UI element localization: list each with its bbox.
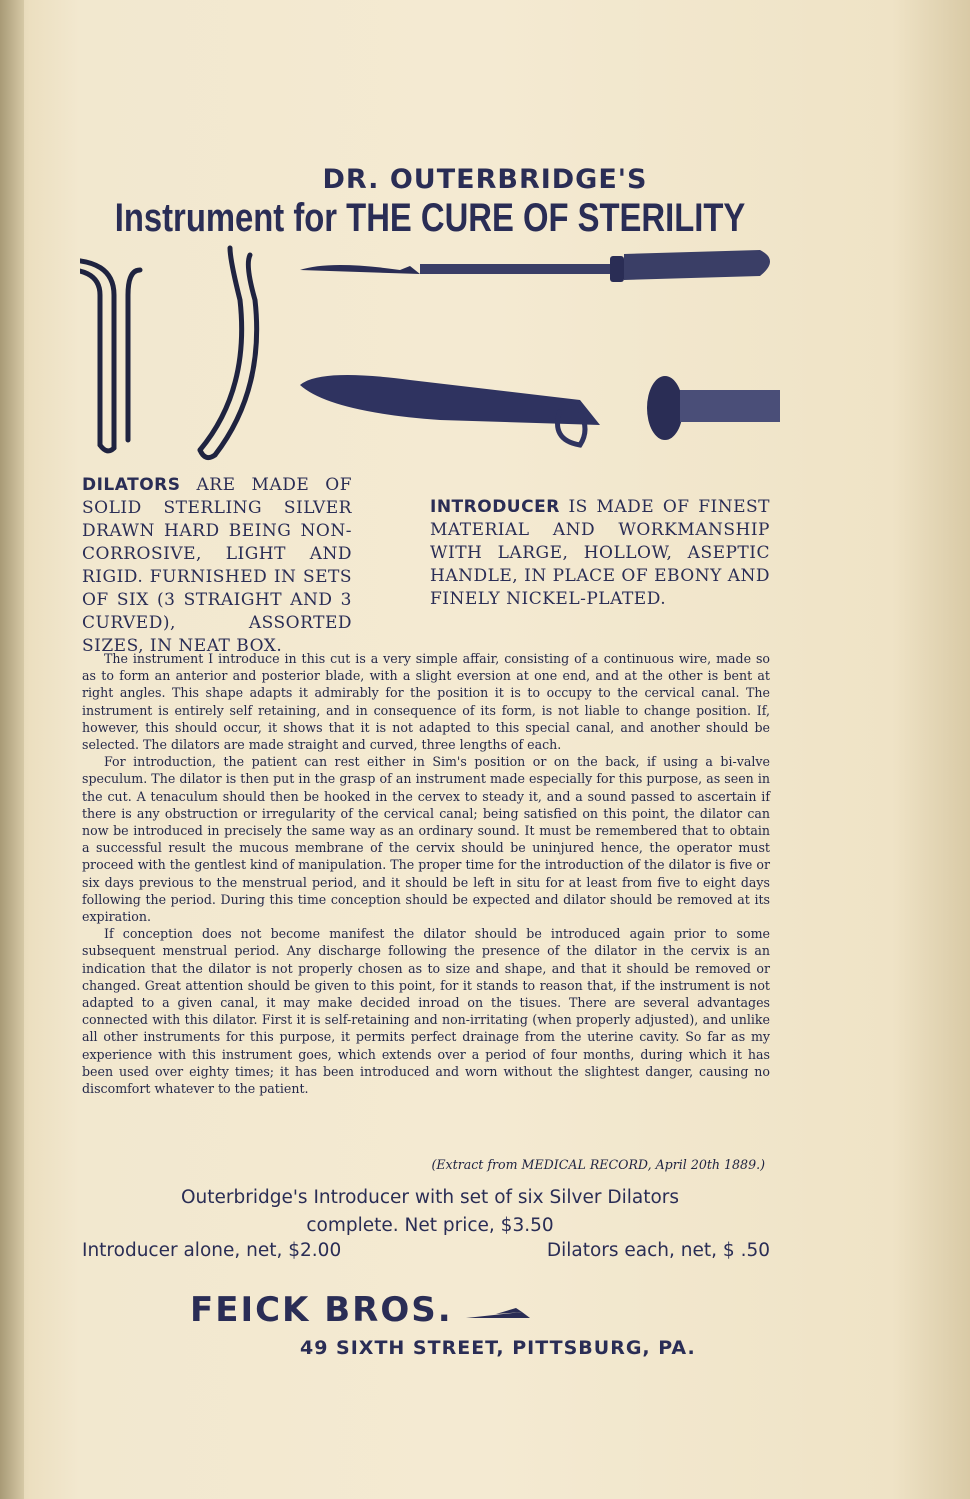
set-price-line1: Outerbridge's Introducer with set of six Silver Dilators: [180, 1187, 680, 1208]
source-citation: (Extract from MEDICAL RECORD, April 20th 1889.): [431, 1157, 765, 1172]
instrument-illustration: [80, 240, 780, 470]
company-address: 49 SIXTH STREET, PITTSBURG, PA.: [300, 1337, 696, 1359]
header-title: Instrument for THE CURE OF STERILITY: [114, 196, 746, 240]
company-name: [190, 1290, 530, 1330]
header-doctor-name: DR. OUTERBRIDGE'S: [322, 164, 648, 195]
binding-edge: [0, 0, 24, 1499]
individual-prices: [82, 1240, 770, 1261]
paragraph-1: The instrument I introduce in this cut is a very simple affair, consisting of a continuous wire, made so as to form an anterior and posterior blade, with a slight eversion at one end, and at the other is bent at right angles. This shape adapts it admirably for the position it is to occupy to the cervical canal. The instrument is entirely self retaining, and in consequence of its form, is not liable to change position. If, however, this should occur, it shows that it is not adapted to this special canal, and another should be selected. The dilators are made straight and curved, three lengths of each.: [82, 651, 770, 753]
paragraph-3: If conception does not become manifest the dilator should be introduced again prior to some subsequent menstrual period. Any discharge following the presence of the dilator in the cervix is an indication that the dilator is not properly chosen as to size and shape, and that it should be removed or changed. Great attention should be given to this point, for it stands to reason that, if the instrument is not adapted to a given canal, it may make decided inroad on the tisues. There are several advantages connected with this dilator. First it is self-retaining and non-irritating (when properly adjusted), and unlike all other instruments for this purpose, it permits perfect drainage from the uterine cavity. So far as my experience with this instrument goes, which extends over a period of four months, during which it has been used over eighty times; it has been introduced and worn without the slightest danger, causing no discomfort whatever to the patient.: [82, 926, 770, 1097]
dilator-price: Dilators each, net, $ .50: [546, 1240, 770, 1261]
introducer-description: [430, 496, 770, 611]
introducer-top-drawing: [300, 250, 770, 282]
dilators-description: [82, 474, 352, 658]
pen-flourish-icon: [466, 1302, 530, 1322]
dilators-lead: DILATORS: [82, 475, 181, 495]
company-name-text: FEICK BROS.: [190, 1290, 453, 1330]
introducer-lead: INTRODUCER: [430, 497, 560, 517]
paragraph-2: For introduction, the patient can rest either in Sim's position or on the back, if using a bi-valve speculum. The dilator is then put in the grasp of an instrument made especially for this purpose, as seen in the cut. A tenaculum should then be hooked in the cervex to steady it, and a sound passed to ascertain if there is any obstruction or irregularity of the cervical canal; being satisfied on this point, the dilator can now be introduced in precisely the same way as an ordinary sound. It must be remembered that to obtain a successful result the mucous membrane of the cervix should be uninjured hence, the operator must proceed with the gentlest kind of manipulation. The proper time for the introduction of the dilator is five or six days previous to the menstrual period, and it should be left in situ for at least from five to eight days following the period. During this time conception should be expected and dilator should be removed at its expiration.: [82, 754, 770, 925]
set-price: [0, 1184, 860, 1240]
dilators-text: ARE MADE OF SOLID STERLING SILVER DRAWN HARD BEING NON-CORROSIVE, LIGHT AND RIGID. FURNISHED IN SETS OF SIX (3 STRAIGHT AND 3 CURVED), ASSORTED SIZES, IN NEAT BOX.: [82, 475, 353, 656]
set-price-line2: complete. Net price, $3.50: [306, 1215, 554, 1236]
article-body: [82, 650, 770, 1097]
introducer-text: IS MADE OF FINEST MATERIAL AND WORKMANSHIP WITH LARGE, HOLLOW, ASEPTIC HANDLE, IN PLACE OF EBONY AND FINELY NICKEL-PLATED.: [430, 497, 771, 609]
introducer-bottom-drawing: [300, 375, 780, 445]
curved-dilator-drawing: [200, 248, 257, 458]
straight-dilator-drawing: [80, 260, 140, 451]
introducer-price: Introducer alone, net, $2.00: [82, 1240, 342, 1261]
